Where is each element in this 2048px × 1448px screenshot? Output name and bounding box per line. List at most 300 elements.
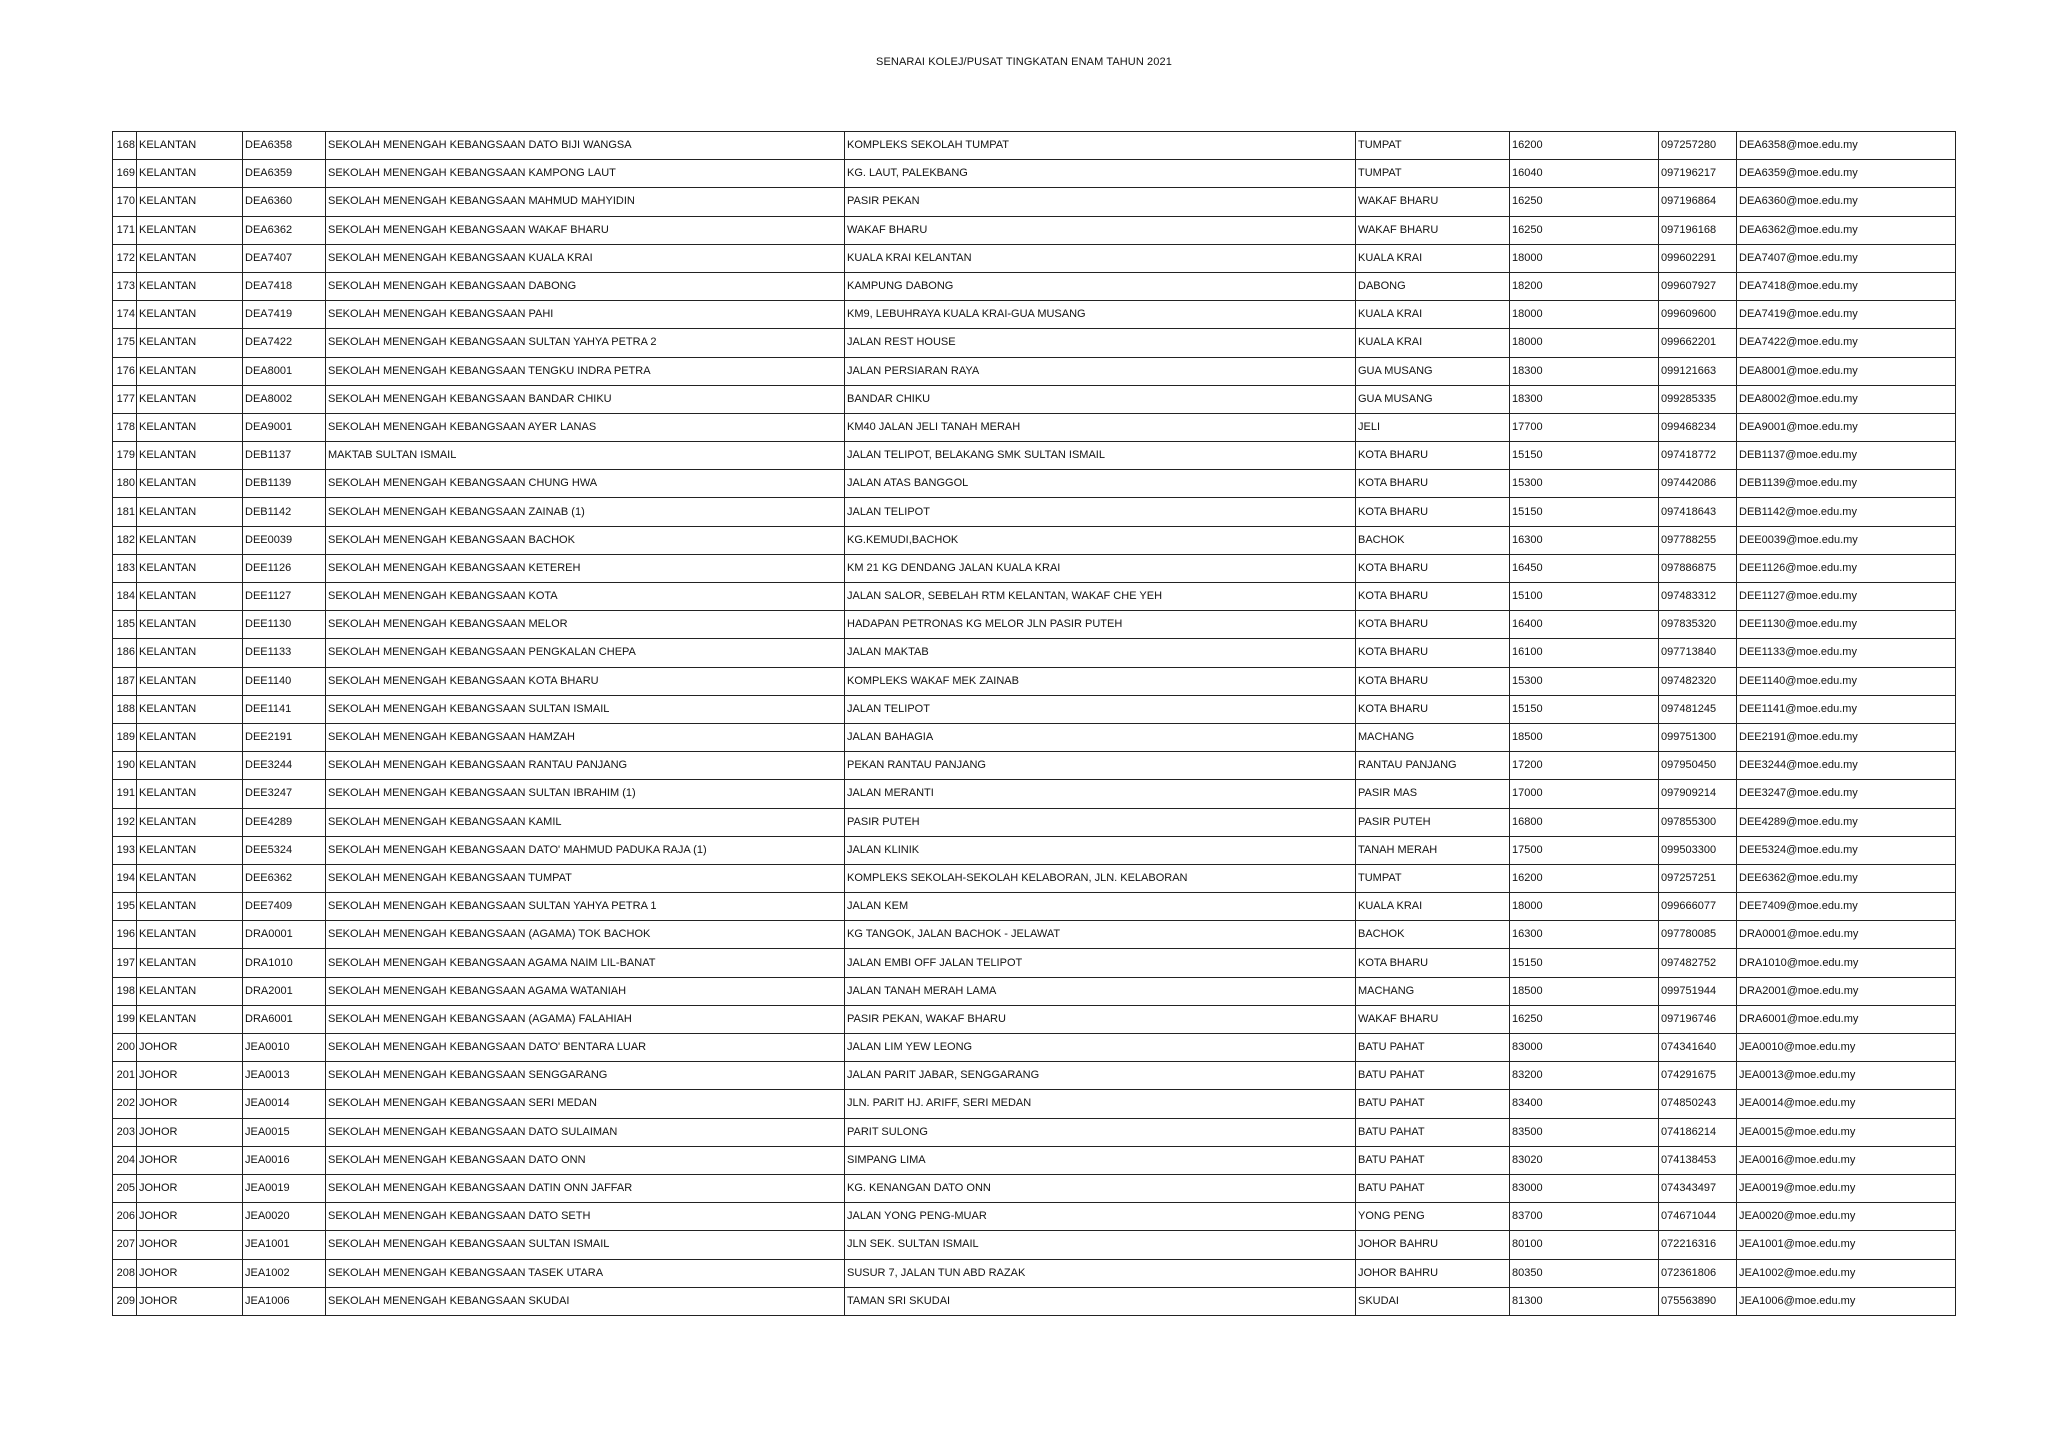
school-code-cell: DEA7422 <box>243 329 326 357</box>
row-number: 202 <box>113 1090 137 1118</box>
school-name-cell: SEKOLAH MENENGAH KEBANGSAAN SULTAN ISMAIL <box>326 1231 845 1259</box>
phone-cell: 097257251 <box>1659 864 1737 892</box>
email-cell: DEE5324@moe.edu.my <box>1737 836 1956 864</box>
school-name-cell: SEKOLAH MENENGAH KEBANGSAAN SULTAN YAHYA PETRA 1 <box>326 893 845 921</box>
school-code-cell: JEA1006 <box>243 1287 326 1315</box>
email-cell: DEA7407@moe.edu.my <box>1737 244 1956 272</box>
school-code-cell: DEE6362 <box>243 864 326 892</box>
state-cell: KELANTAN <box>137 780 243 808</box>
postcode-cell: 18500 <box>1510 977 1659 1005</box>
phone-cell: 097196217 <box>1659 160 1737 188</box>
postcode-cell: 81300 <box>1510 1287 1659 1315</box>
row-number: 174 <box>113 301 137 329</box>
school-code-cell: DEE1141 <box>243 695 326 723</box>
email-cell: DEE2191@moe.edu.my <box>1737 723 1956 751</box>
school-code-cell: DEE1133 <box>243 639 326 667</box>
school-code-cell: DEA8002 <box>243 385 326 413</box>
address-cell: HADAPAN PETRONAS KG MELOR JLN PASIR PUTEH <box>845 611 1356 639</box>
address-cell: KM 21 KG DENDANG JALAN KUALA KRAI <box>845 554 1356 582</box>
address-cell: KOMPLEKS SEKOLAH-SEKOLAH KELABORAN, JLN. KELABORAN <box>845 864 1356 892</box>
school-name-cell: SEKOLAH MENENGAH KEBANGSAAN DATO SULAIMAN <box>326 1118 845 1146</box>
email-cell: DEE4289@moe.edu.my <box>1737 808 1956 836</box>
school-name-cell: SEKOLAH MENENGAH KEBANGSAAN WAKAF BHARU <box>326 216 845 244</box>
postcode-cell: 17000 <box>1510 780 1659 808</box>
row-number: 196 <box>113 921 137 949</box>
address-cell: KG. KENANGAN DATO ONN <box>845 1174 1356 1202</box>
state-cell: KELANTAN <box>137 132 243 160</box>
state-cell: JOHOR <box>137 1231 243 1259</box>
town-cell: KOTA BHARU <box>1356 695 1510 723</box>
postcode-cell: 15150 <box>1510 949 1659 977</box>
row-number: 188 <box>113 695 137 723</box>
school-code-cell: DEE2191 <box>243 723 326 751</box>
school-code-cell: DEA7407 <box>243 244 326 272</box>
school-code-cell: JEA1002 <box>243 1259 326 1287</box>
town-cell: BACHOK <box>1356 526 1510 554</box>
table-row <box>113 639 1956 667</box>
town-cell: SKUDAI <box>1356 1287 1510 1315</box>
town-cell: KOTA BHARU <box>1356 554 1510 582</box>
postcode-cell: 16040 <box>1510 160 1659 188</box>
town-cell: KUALA KRAI <box>1356 301 1510 329</box>
address-cell: KOMPLEKS WAKAF MEK ZAINAB <box>845 667 1356 695</box>
email-cell: DEA8002@moe.edu.my <box>1737 385 1956 413</box>
state-cell: KELANTAN <box>137 470 243 498</box>
state-cell: KELANTAN <box>137 808 243 836</box>
table-row <box>113 385 1956 413</box>
email-cell: DEE1127@moe.edu.my <box>1737 583 1956 611</box>
school-name-cell: SEKOLAH MENENGAH KEBANGSAAN HAMZAH <box>326 723 845 751</box>
phone-cell: 074671044 <box>1659 1203 1737 1231</box>
table-row <box>113 329 1956 357</box>
postcode-cell: 15150 <box>1510 695 1659 723</box>
school-name-cell: SEKOLAH MENENGAH KEBANGSAAN SULTAN ISMAIL <box>326 695 845 723</box>
phone-cell: 097909214 <box>1659 780 1737 808</box>
school-name-cell: SEKOLAH MENENGAH KEBANGSAAN KETEREH <box>326 554 845 582</box>
school-code-cell: DEE1127 <box>243 583 326 611</box>
address-cell: SIMPANG LIMA <box>845 1146 1356 1174</box>
town-cell: RANTAU PANJANG <box>1356 752 1510 780</box>
state-cell: KELANTAN <box>137 695 243 723</box>
email-cell: DEE1133@moe.edu.my <box>1737 639 1956 667</box>
phone-cell: 099503300 <box>1659 836 1737 864</box>
email-cell: DEA6362@moe.edu.my <box>1737 216 1956 244</box>
table-row <box>113 864 1956 892</box>
state-cell: KELANTAN <box>137 1005 243 1033</box>
school-code-cell: JEA0013 <box>243 1062 326 1090</box>
address-cell: JALAN LIM YEW LEONG <box>845 1034 1356 1062</box>
phone-cell: 099666077 <box>1659 893 1737 921</box>
school-code-cell: DEB1139 <box>243 470 326 498</box>
phone-cell: 099468234 <box>1659 413 1737 441</box>
table-row <box>113 554 1956 582</box>
town-cell: BATU PAHAT <box>1356 1090 1510 1118</box>
email-cell: DEA6360@moe.edu.my <box>1737 188 1956 216</box>
address-cell: KOMPLEKS SEKOLAH TUMPAT <box>845 132 1356 160</box>
school-name-cell: SEKOLAH MENENGAH KEBANGSAAN (AGAMA) TOK BACHOK <box>326 921 845 949</box>
email-cell: DEB1142@moe.edu.my <box>1737 498 1956 526</box>
table-row <box>113 132 1956 160</box>
table-body <box>113 132 1956 1316</box>
address-cell: PASIR PEKAN, WAKAF BHARU <box>845 1005 1356 1033</box>
row-number: 184 <box>113 583 137 611</box>
table-row <box>113 611 1956 639</box>
school-code-cell: DEA7419 <box>243 301 326 329</box>
school-code-cell: DRA6001 <box>243 1005 326 1033</box>
town-cell: JOHOR BAHRU <box>1356 1231 1510 1259</box>
school-code-cell: JEA1001 <box>243 1231 326 1259</box>
town-cell: MACHANG <box>1356 723 1510 751</box>
town-cell: WAKAF BHARU <box>1356 188 1510 216</box>
row-number: 193 <box>113 836 137 864</box>
phone-cell: 099607927 <box>1659 272 1737 300</box>
row-number: 185 <box>113 611 137 639</box>
address-cell: JALAN TELIPOT, BELAKANG SMK SULTAN ISMAIL <box>845 442 1356 470</box>
table-row <box>113 780 1956 808</box>
phone-cell: 075563890 <box>1659 1287 1737 1315</box>
row-number: 181 <box>113 498 137 526</box>
email-cell: DEE3244@moe.edu.my <box>1737 752 1956 780</box>
postcode-cell: 83700 <box>1510 1203 1659 1231</box>
postcode-cell: 83400 <box>1510 1090 1659 1118</box>
table-row <box>113 893 1956 921</box>
state-cell: KELANTAN <box>137 160 243 188</box>
row-number: 199 <box>113 1005 137 1033</box>
email-cell: DEE1126@moe.edu.my <box>1737 554 1956 582</box>
school-table <box>112 131 1956 1316</box>
row-number: 189 <box>113 723 137 751</box>
postcode-cell: 17700 <box>1510 413 1659 441</box>
row-number: 187 <box>113 667 137 695</box>
phone-cell: 099602291 <box>1659 244 1737 272</box>
phone-cell: 074850243 <box>1659 1090 1737 1118</box>
state-cell: JOHOR <box>137 1146 243 1174</box>
address-cell: JALAN PERSIARAN RAYA <box>845 357 1356 385</box>
row-number: 200 <box>113 1034 137 1062</box>
school-name-cell: SEKOLAH MENENGAH KEBANGSAAN BACHOK <box>326 526 845 554</box>
address-cell: KG. LAUT, PALEKBANG <box>845 160 1356 188</box>
town-cell: GUA MUSANG <box>1356 385 1510 413</box>
postcode-cell: 18000 <box>1510 244 1659 272</box>
state-cell: JOHOR <box>137 1174 243 1202</box>
state-cell: KELANTAN <box>137 188 243 216</box>
table-row <box>113 1090 1956 1118</box>
school-code-cell: DRA2001 <box>243 977 326 1005</box>
address-cell: JALAN REST HOUSE <box>845 329 1356 357</box>
address-cell: JLN SEK. SULTAN ISMAIL <box>845 1231 1356 1259</box>
phone-cell: 097196746 <box>1659 1005 1737 1033</box>
town-cell: KOTA BHARU <box>1356 611 1510 639</box>
phone-cell: 097418643 <box>1659 498 1737 526</box>
table-row <box>113 216 1956 244</box>
school-name-cell: SEKOLAH MENENGAH KEBANGSAAN TENGKU INDRA PETRA <box>326 357 845 385</box>
town-cell: TUMPAT <box>1356 864 1510 892</box>
address-cell: TAMAN SRI SKUDAI <box>845 1287 1356 1315</box>
email-cell: DEA6358@moe.edu.my <box>1737 132 1956 160</box>
school-code-cell: DEE4289 <box>243 808 326 836</box>
postcode-cell: 80350 <box>1510 1259 1659 1287</box>
address-cell: KM9, LEBUHRAYA KUALA KRAI-GUA MUSANG <box>845 301 1356 329</box>
state-cell: KELANTAN <box>137 611 243 639</box>
row-number: 205 <box>113 1174 137 1202</box>
row-number: 207 <box>113 1231 137 1259</box>
table-row <box>113 526 1956 554</box>
row-number: 208 <box>113 1259 137 1287</box>
postcode-cell: 83200 <box>1510 1062 1659 1090</box>
email-cell: JEA0015@moe.edu.my <box>1737 1118 1956 1146</box>
school-name-cell: SEKOLAH MENENGAH KEBANGSAAN SULTAN IBRAHIM (1) <box>326 780 845 808</box>
school-name-cell: SEKOLAH MENENGAH KEBANGSAAN KUALA KRAI <box>326 244 845 272</box>
row-number: 182 <box>113 526 137 554</box>
postcode-cell: 15100 <box>1510 583 1659 611</box>
row-number: 178 <box>113 413 137 441</box>
school-name-cell: SEKOLAH MENENGAH KEBANGSAAN AGAMA WATANIAH <box>326 977 845 1005</box>
town-cell: GUA MUSANG <box>1356 357 1510 385</box>
state-cell: KELANTAN <box>137 385 243 413</box>
email-cell: DEE6362@moe.edu.my <box>1737 864 1956 892</box>
phone-cell: 099751944 <box>1659 977 1737 1005</box>
postcode-cell: 83000 <box>1510 1174 1659 1202</box>
school-name-cell: SEKOLAH MENENGAH KEBANGSAAN MELOR <box>326 611 845 639</box>
phone-cell: 074186214 <box>1659 1118 1737 1146</box>
table-row <box>113 583 1956 611</box>
state-cell: JOHOR <box>137 1062 243 1090</box>
phone-cell: 097257280 <box>1659 132 1737 160</box>
school-name-cell: SEKOLAH MENENGAH KEBANGSAAN SKUDAI <box>326 1287 845 1315</box>
phone-cell: 074291675 <box>1659 1062 1737 1090</box>
town-cell: BATU PAHAT <box>1356 1034 1510 1062</box>
town-cell: TUMPAT <box>1356 160 1510 188</box>
address-cell: BANDAR CHIKU <box>845 385 1356 413</box>
school-name-cell: SEKOLAH MENENGAH KEBANGSAAN TUMPAT <box>326 864 845 892</box>
school-code-cell: DEA6362 <box>243 216 326 244</box>
postcode-cell: 17500 <box>1510 836 1659 864</box>
table-row <box>113 1146 1956 1174</box>
state-cell: KELANTAN <box>137 667 243 695</box>
postcode-cell: 18500 <box>1510 723 1659 751</box>
phone-cell: 097482320 <box>1659 667 1737 695</box>
state-cell: KELANTAN <box>137 357 243 385</box>
school-name-cell: SEKOLAH MENENGAH KEBANGSAAN BANDAR CHIKU <box>326 385 845 413</box>
table-row <box>113 836 1956 864</box>
email-cell: JEA1001@moe.edu.my <box>1737 1231 1956 1259</box>
phone-cell: 072216316 <box>1659 1231 1737 1259</box>
school-code-cell: JEA0015 <box>243 1118 326 1146</box>
school-code-cell: DEE3244 <box>243 752 326 780</box>
postcode-cell: 83020 <box>1510 1146 1659 1174</box>
email-cell: JEA1002@moe.edu.my <box>1737 1259 1956 1287</box>
town-cell: BACHOK <box>1356 921 1510 949</box>
postcode-cell: 15300 <box>1510 667 1659 695</box>
address-cell: JALAN EMBI OFF JALAN TELIPOT <box>845 949 1356 977</box>
school-name-cell: SEKOLAH MENENGAH KEBANGSAAN PENGKALAN CHEPA <box>326 639 845 667</box>
address-cell: JALAN KLINIK <box>845 836 1356 864</box>
school-code-cell: DEE0039 <box>243 526 326 554</box>
row-number: 175 <box>113 329 137 357</box>
state-cell: KELANTAN <box>137 583 243 611</box>
address-cell: JALAN BAHAGIA <box>845 723 1356 751</box>
school-name-cell: SEKOLAH MENENGAH KEBANGSAAN KOTA <box>326 583 845 611</box>
school-name-cell: SEKOLAH MENENGAH KEBANGSAAN KAMIL <box>326 808 845 836</box>
row-number: 177 <box>113 385 137 413</box>
table-row <box>113 188 1956 216</box>
school-code-cell: JEA0016 <box>243 1146 326 1174</box>
state-cell: KELANTAN <box>137 723 243 751</box>
school-name-cell: SEKOLAH MENENGAH KEBANGSAAN KOTA BHARU <box>326 667 845 695</box>
phone-cell: 099121663 <box>1659 357 1737 385</box>
state-cell: KELANTAN <box>137 216 243 244</box>
table-row <box>113 160 1956 188</box>
school-name-cell: SEKOLAH MENENGAH KEBANGSAAN DATO ONN <box>326 1146 845 1174</box>
email-cell: JEA0016@moe.edu.my <box>1737 1146 1956 1174</box>
table-row <box>113 244 1956 272</box>
table-row <box>113 357 1956 385</box>
town-cell: DABONG <box>1356 272 1510 300</box>
state-cell: KELANTAN <box>137 639 243 667</box>
table-row <box>113 1203 1956 1231</box>
email-cell: DRA6001@moe.edu.my <box>1737 1005 1956 1033</box>
town-cell: BATU PAHAT <box>1356 1062 1510 1090</box>
town-cell: PASIR MAS <box>1356 780 1510 808</box>
state-cell: JOHOR <box>137 1203 243 1231</box>
table-row <box>113 752 1956 780</box>
address-cell: JALAN SALOR, SEBELAH RTM KELANTAN, WAKAF CHE YEH <box>845 583 1356 611</box>
email-cell: DEE3247@moe.edu.my <box>1737 780 1956 808</box>
table-row <box>113 1118 1956 1146</box>
state-cell: KELANTAN <box>137 864 243 892</box>
state-cell: KELANTAN <box>137 893 243 921</box>
school-name-cell: SEKOLAH MENENGAH KEBANGSAAN AGAMA NAIM LIL-BANAT <box>326 949 845 977</box>
state-cell: KELANTAN <box>137 301 243 329</box>
town-cell: KOTA BHARU <box>1356 442 1510 470</box>
row-number: 198 <box>113 977 137 1005</box>
email-cell: DRA0001@moe.edu.my <box>1737 921 1956 949</box>
state-cell: KELANTAN <box>137 329 243 357</box>
phone-cell: 074138453 <box>1659 1146 1737 1174</box>
school-code-cell: JEA0014 <box>243 1090 326 1118</box>
school-code-cell: DEA6360 <box>243 188 326 216</box>
email-cell: JEA0014@moe.edu.my <box>1737 1090 1956 1118</box>
table-row <box>113 1287 1956 1315</box>
address-cell: JALAN KEM <box>845 893 1356 921</box>
town-cell: KUALA KRAI <box>1356 329 1510 357</box>
email-cell: JEA0019@moe.edu.my <box>1737 1174 1956 1202</box>
phone-cell: 097483312 <box>1659 583 1737 611</box>
postcode-cell: 18000 <box>1510 893 1659 921</box>
school-code-cell: DEA6359 <box>243 160 326 188</box>
postcode-cell: 16800 <box>1510 808 1659 836</box>
phone-cell: 097481245 <box>1659 695 1737 723</box>
address-cell: JALAN MAKTAB <box>845 639 1356 667</box>
state-cell: KELANTAN <box>137 413 243 441</box>
table-row <box>113 1062 1956 1090</box>
school-code-cell: DEE1140 <box>243 667 326 695</box>
email-cell: DEA8001@moe.edu.my <box>1737 357 1956 385</box>
school-code-cell: DEA7418 <box>243 272 326 300</box>
town-cell: TUMPAT <box>1356 132 1510 160</box>
address-cell: SUSUR 7, JALAN TUN ABD RAZAK <box>845 1259 1356 1287</box>
address-cell: JALAN TANAH MERAH LAMA <box>845 977 1356 1005</box>
row-number: 183 <box>113 554 137 582</box>
state-cell: JOHOR <box>137 1090 243 1118</box>
phone-cell: 097788255 <box>1659 526 1737 554</box>
phone-cell: 097950450 <box>1659 752 1737 780</box>
phone-cell: 074341640 <box>1659 1034 1737 1062</box>
school-name-cell: SEKOLAH MENENGAH KEBANGSAAN DATO SETH <box>326 1203 845 1231</box>
row-number: 197 <box>113 949 137 977</box>
address-cell: KUALA KRAI KELANTAN <box>845 244 1356 272</box>
table-row <box>113 470 1956 498</box>
table-row <box>113 413 1956 441</box>
table-row <box>113 667 1956 695</box>
phone-cell: 097886875 <box>1659 554 1737 582</box>
table-row <box>113 442 1956 470</box>
phone-cell: 097196864 <box>1659 188 1737 216</box>
row-number: 192 <box>113 808 137 836</box>
row-number: 179 <box>113 442 137 470</box>
table-row <box>113 1231 1956 1259</box>
school-name-cell: SEKOLAH MENENGAH KEBANGSAAN DATO BIJI WANGSA <box>326 132 845 160</box>
address-cell: JALAN TELIPOT <box>845 498 1356 526</box>
school-name-cell: SEKOLAH MENENGAH KEBANGSAAN RANTAU PANJANG <box>326 752 845 780</box>
school-code-cell: JEA0010 <box>243 1034 326 1062</box>
school-name-cell: SEKOLAH MENENGAH KEBANGSAAN DABONG <box>326 272 845 300</box>
school-name-cell: SEKOLAH MENENGAH KEBANGSAAN DATO' MAHMUD PADUKA RAJA (1) <box>326 836 845 864</box>
phone-cell: 099609600 <box>1659 301 1737 329</box>
row-number: 203 <box>113 1118 137 1146</box>
town-cell: WAKAF BHARU <box>1356 1005 1510 1033</box>
phone-cell: 097713840 <box>1659 639 1737 667</box>
address-cell: PEKAN RANTAU PANJANG <box>845 752 1356 780</box>
table-row <box>113 921 1956 949</box>
row-number: 195 <box>113 893 137 921</box>
postcode-cell: 80100 <box>1510 1231 1659 1259</box>
email-cell: DEE1141@moe.edu.my <box>1737 695 1956 723</box>
phone-cell: 099662201 <box>1659 329 1737 357</box>
row-number: 186 <box>113 639 137 667</box>
school-name-cell: SEKOLAH MENENGAH KEBANGSAAN SERI MEDAN <box>326 1090 845 1118</box>
state-cell: KELANTAN <box>137 498 243 526</box>
row-number: 176 <box>113 357 137 385</box>
town-cell: KUALA KRAI <box>1356 244 1510 272</box>
row-number: 171 <box>113 216 137 244</box>
address-cell: JLN. PARIT HJ. ARIFF, SERI MEDAN <box>845 1090 1356 1118</box>
address-cell: JALAN MERANTI <box>845 780 1356 808</box>
postcode-cell: 83000 <box>1510 1034 1659 1062</box>
address-cell: JALAN ATAS BANGGOL <box>845 470 1356 498</box>
row-number: 209 <box>113 1287 137 1315</box>
state-cell: KELANTAN <box>137 526 243 554</box>
state-cell: KELANTAN <box>137 272 243 300</box>
email-cell: DEA7419@moe.edu.my <box>1737 301 1956 329</box>
table-row <box>113 977 1956 1005</box>
row-number: 206 <box>113 1203 137 1231</box>
school-code-cell: DRA1010 <box>243 949 326 977</box>
address-cell: KG TANGOK, JALAN BACHOK - JELAWAT <box>845 921 1356 949</box>
email-cell: DRA2001@moe.edu.my <box>1737 977 1956 1005</box>
school-code-cell: DEE3247 <box>243 780 326 808</box>
table-row <box>113 1005 1956 1033</box>
school-name-cell: SEKOLAH MENENGAH KEBANGSAAN (AGAMA) FALAHIAH <box>326 1005 845 1033</box>
email-cell: DEB1137@moe.edu.my <box>1737 442 1956 470</box>
email-cell: DEA7422@moe.edu.my <box>1737 329 1956 357</box>
row-number: 173 <box>113 272 137 300</box>
town-cell: KOTA BHARU <box>1356 470 1510 498</box>
phone-cell: 097780085 <box>1659 921 1737 949</box>
postcode-cell: 15150 <box>1510 498 1659 526</box>
postcode-cell: 18200 <box>1510 272 1659 300</box>
school-name-cell: MAKTAB SULTAN ISMAIL <box>326 442 845 470</box>
